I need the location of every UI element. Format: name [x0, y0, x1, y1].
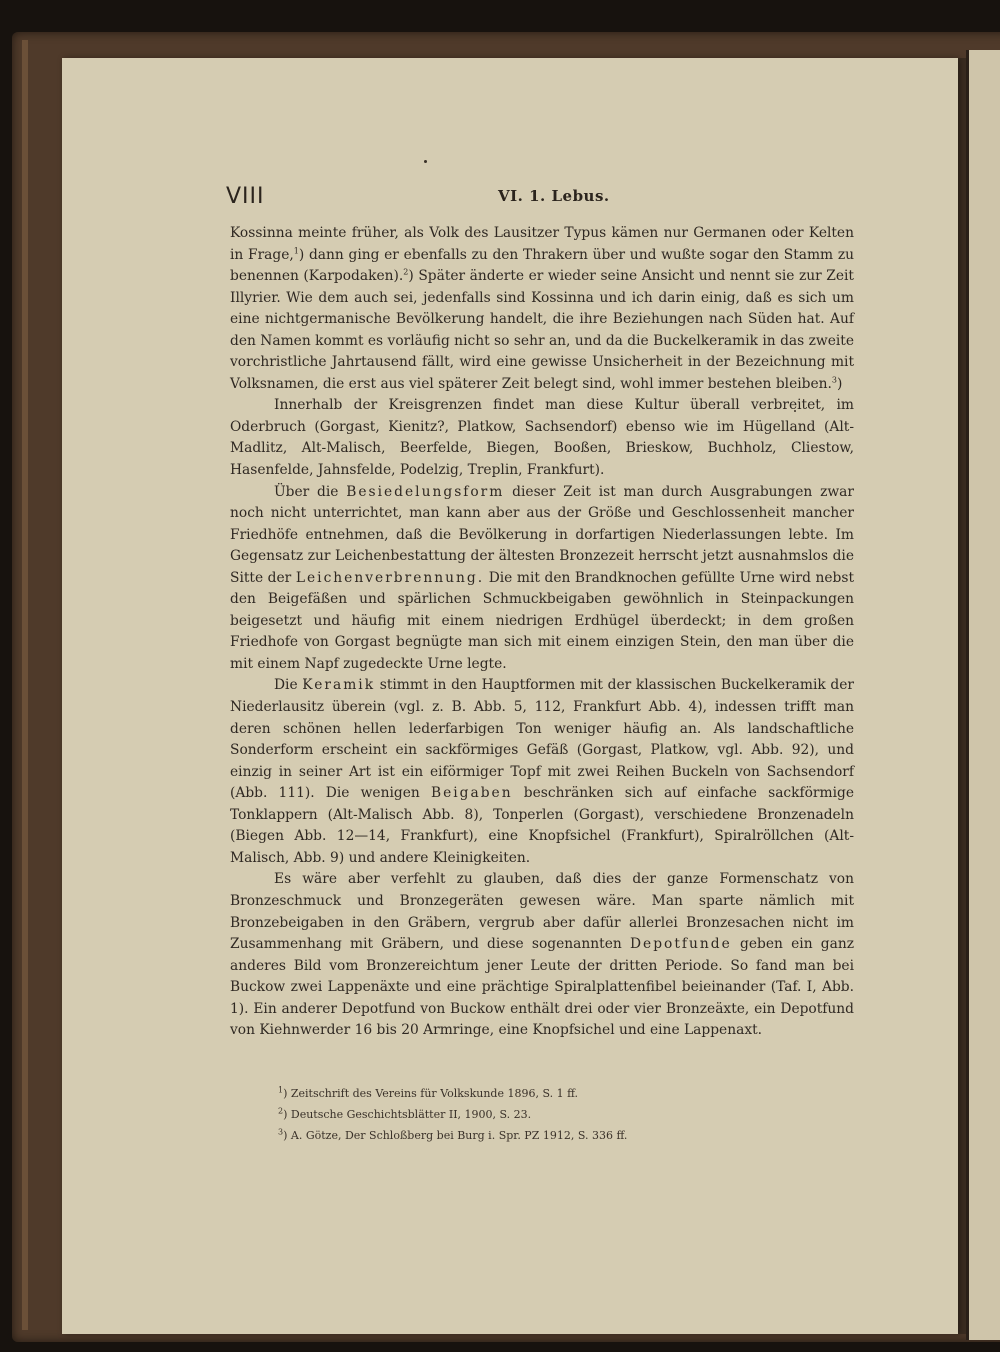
emphasized-term: Besiedelungsform: [346, 483, 505, 500]
footnote-ref: 1: [293, 245, 299, 255]
footnote-ref: 2: [403, 267, 409, 277]
footnote-mark: 1: [278, 1085, 284, 1095]
footnote: [278, 1104, 798, 1125]
text-run: Über die: [274, 483, 339, 500]
text-run: beschränken sich auf einfache sackförmige Tonklappern (Alt-Malisch Abb. 8), Tonperlen (Gorgast), verschiedene Bronzenadeln (Biegen Abb. 12—14, Frankfurt), eine Knopfsichel (Frankfurt), Spiralröllchen (Alt-Malisch, Abb. 9) und andere Kleinigkeiten.: [230, 785, 855, 866]
emphasized-term: Leichenverbrennung.: [295, 569, 485, 586]
text-run: Die: [274, 677, 298, 694]
emphasized-term: Beigaben: [430, 785, 513, 802]
paragraph: [230, 395, 854, 481]
footnote-ref: 3: [831, 375, 838, 385]
text-run: ) Später änderte er wieder seine Ansicht und nennt sie zur Zeit Illyrier. Wie dem auch sei, jedenfalls sind Kossinna und ich darin einig, daß es sich um eine nichtgermanische Bevölkerung handelt, die ihre Beziehungen nach Süden hat. Auf den Namen kommt es vorläufig nicht so sehr an, und da die Buckelkeramik in das zweite vorchristliche Jahrtausend fällt, wird eine gewisse Unsicherheit in der Bezeichnung mit Volksnamen, die erst aus viel späterer Zeit belegt sind, wohl immer bestehen bleiben.: [230, 268, 854, 392]
body-text: [230, 223, 854, 1042]
text-run: Kossinna meinte früher, als Volk des Lausitzer Typus kämen nur Germanen oder Kelten in Frage,: [230, 225, 854, 263]
text-run: ) dann ging er ebenfalls zu den Thrakern über und wußte sogar den Stamm zu benennen (Karpodaken).: [230, 246, 854, 285]
text-run: geben ein ganz anderes Bild vom Bronzereichtum jener Leute der dritten Periode. So fand man bei Buckow zwei Lappenäxte und eine prächtige Spiralplattenfibel beieinander (Taf. I, Abb. 1). Ein anderer Depotfund von Buckow enthält drei oder vier Bronzeäxte, ein Depotfund von Kiehnwerder 16 bis 20 Armringe, eine Knopfsichel und eine Lappenaxt.: [230, 936, 855, 1039]
paragraph: [230, 482, 854, 676]
text-run: Es wäre aber verfehlt zu glauben, daß dies der ganze Formenschatz von Bronzeschmuck und Bronzegeräten gewesen wäre. Man sparte nämlich mit Bronzebeigaben in den Gräbern, vergrub aber dafür allerlei Bronzesachen nicht im Zusammenhang mit Gräbern, und diese sogenannten: [230, 871, 854, 953]
emphasized-term: Keramik: [302, 677, 376, 694]
text-run: Innerhalb der Kreisgrenzen findet man diese Kultur überall verbreitet, im Oderbruch (Gorgast, Kienitz?, Platkow, Sachsendorf) ebenso wie im Hügelland (Alt-Madlitz, Alt-Malisch, Beerfelde, Biegen, Booßen, Brieskow, Buchholz, Cliestow, Hasenfelde, Jahnsfelde, Podelzig, Treplin, Frankfurt).: [230, 397, 854, 479]
footnote-text: ) Deutsche Geschichtsblätter II, 1900, S. 23.: [283, 1108, 532, 1121]
paragraph: [230, 675, 854, 869]
footnote-mark: 2: [278, 1106, 284, 1116]
cover-edge: [22, 40, 28, 1330]
book-gutter: [958, 58, 966, 1334]
footnotes: [278, 1083, 798, 1146]
paragraph: [230, 223, 854, 395]
text-run: Die mit den Brandknochen gefüllte Urne wird nebst den Beigefäßen und spärlichen Schmuckbeigaben gewöhnlich in Steinpackungen beigesetzt und häufig mit einem niedrigen Erdhügel überdeckt; in dem großen Friedhofe von Gorgast begnügte man sich mit einem einzigen Stein, den man über die mit einem Napf zugedeckte Urne legte.: [230, 569, 854, 672]
paper-speck: [424, 160, 427, 163]
footnote: [278, 1125, 798, 1146]
footnote-text: ) A. Götze, Der Schloßberg bei Burg i. Spr. PZ 1912, S. 336 ff.: [283, 1129, 628, 1142]
running-head: VI. 1. Lebus.: [498, 187, 610, 205]
emphasized-term: Depotfunde: [630, 936, 732, 953]
footnote: [278, 1083, 798, 1104]
text-run: stimmt in den Hauptformen mit der klassischen Buckelkeramik der Niederlausitz überein (vgl. z. B. Abb. 5, 112, Frankfurt Abb. 4), indessen trifft man deren schönen hellen lederfarbigen Ton weniger häufig an. Als landschaftliche Sonderform erscheint ein sackförmiges Gefäß (Gorgast, Platkow, vgl. Abb. 92), und einzig in seiner Art ist ein eiförmiger Topf mit zwei Reihen Buckeln von Sachsendorf (Abb. 111). Die wenigen: [230, 677, 854, 802]
page-header: [226, 184, 856, 218]
footnote-mark: 3: [278, 1127, 284, 1137]
page-number: VIII: [226, 184, 265, 209]
footnote-text: ) Zeitschrift des Vereins für Volkskunde 1896, S. 1 ff.: [283, 1087, 578, 1100]
next-page-edge: [966, 50, 1000, 1340]
text-run: ): [837, 375, 843, 392]
paragraph: [230, 869, 854, 1041]
text-run: dieser Zeit ist man durch Ausgrabungen zwar noch nicht unterrichtet, man kann aber aus der Größe und Geschlossenheit mancher Friedhöfe entnehmen, daß die Bevölkerung in dorfartigen Niederlassungen lebte. Im Gegensatz zur Leichenbestattung der ältesten Bronzezeit herrscht jetzt ausnahmslos die Sitte der: [230, 483, 854, 586]
